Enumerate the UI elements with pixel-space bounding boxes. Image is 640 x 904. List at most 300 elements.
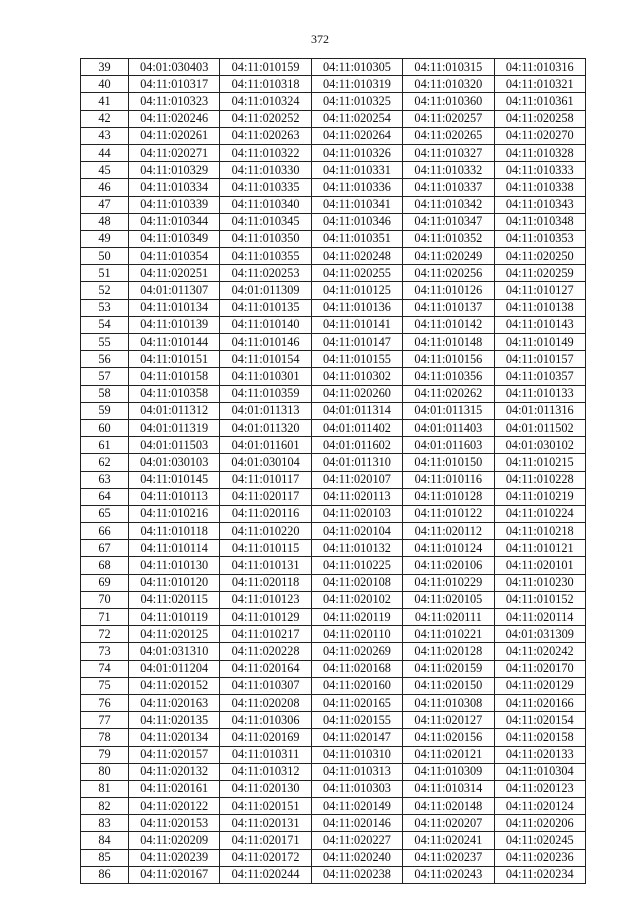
table-row	[81, 299, 586, 316]
cadastral-code-cell: 04:11:010228	[494, 471, 585, 488]
cadastral-code-cell: 04:11:020166	[494, 694, 585, 711]
table-row	[81, 849, 586, 866]
cadastral-code-cell: 04:01:011312	[129, 402, 220, 419]
table-row	[81, 282, 586, 299]
cadastral-code-cell: 04:11:010154	[220, 351, 311, 368]
row-number-cell: 69	[81, 574, 129, 591]
cadastral-code-cell: 04:11:020234	[494, 866, 585, 883]
row-number-cell: 73	[81, 643, 129, 660]
row-number-cell: 68	[81, 557, 129, 574]
cadastral-code-cell: 04:11:010218	[494, 523, 585, 540]
row-number-cell: 83	[81, 815, 129, 832]
cadastral-code-cell: 04:11:010358	[129, 385, 220, 402]
row-number-cell: 57	[81, 368, 129, 385]
cadastral-code-cell: 04:11:020209	[129, 832, 220, 849]
cadastral-code-cell: 04:11:010316	[494, 59, 585, 76]
cadastral-code-cell: 04:11:020254	[311, 110, 402, 127]
cadastral-code-cell: 04:11:020208	[220, 694, 311, 711]
cadastral-code-cell: 04:11:020269	[311, 643, 402, 660]
cadastral-code-cell: 04:11:010225	[311, 557, 402, 574]
cadastral-code-cell: 04:11:020131	[220, 815, 311, 832]
table-row	[81, 746, 586, 763]
cadastral-code-cell: 04:11:010340	[220, 196, 311, 213]
cadastral-code-cell: 04:11:010136	[311, 299, 402, 316]
cadastral-code-cell: 04:01:011402	[311, 419, 402, 436]
cadastral-code-cell: 04:11:020237	[403, 849, 494, 866]
row-number-cell: 59	[81, 402, 129, 419]
cadastral-code-cell: 04:11:010349	[129, 230, 220, 247]
table-row	[81, 368, 586, 385]
cadastral-code-cell: 04:01:011319	[129, 419, 220, 436]
table-row	[81, 505, 586, 522]
cadastral-code-cell: 04:11:010302	[311, 368, 402, 385]
cadastral-code-cell: 04:11:020147	[311, 729, 402, 746]
row-number-cell: 63	[81, 471, 129, 488]
cadastral-code-cell: 04:11:020118	[220, 574, 311, 591]
cadastral-code-cell: 04:11:020252	[220, 110, 311, 127]
cadastral-code-cell: 04:01:030104	[220, 454, 311, 471]
cadastral-code-cell: 04:11:010325	[311, 93, 402, 110]
cadastral-code-cell: 04:11:020154	[494, 712, 585, 729]
table-row	[81, 626, 586, 643]
cadastral-code-cell: 04:11:020251	[129, 265, 220, 282]
cadastral-codes-table	[80, 58, 586, 884]
cadastral-code-cell: 04:11:010333	[494, 162, 585, 179]
cadastral-code-cell: 04:11:020134	[129, 729, 220, 746]
cadastral-code-cell: 04:11:010150	[403, 454, 494, 471]
cadastral-code-cell: 04:11:010343	[494, 196, 585, 213]
cadastral-code-cell: 04:11:020103	[311, 505, 402, 522]
cadastral-code-cell: 04:11:020153	[129, 815, 220, 832]
table-row	[81, 609, 586, 626]
cadastral-code-cell: 04:11:010217	[220, 626, 311, 643]
table-row	[81, 574, 586, 591]
row-number-cell: 58	[81, 385, 129, 402]
table-row	[81, 643, 586, 660]
table-row	[81, 419, 586, 436]
row-number-cell: 66	[81, 523, 129, 540]
table-row	[81, 334, 586, 351]
cadastral-code-cell: 04:11:010220	[220, 523, 311, 540]
table-row	[81, 523, 586, 540]
table-row	[81, 437, 586, 454]
cadastral-code-cell: 04:11:010128	[403, 488, 494, 505]
cadastral-code-cell: 04:11:010361	[494, 93, 585, 110]
cadastral-code-cell: 04:11:020114	[494, 609, 585, 626]
row-number-cell: 77	[81, 712, 129, 729]
row-number-cell: 47	[81, 196, 129, 213]
row-number-cell: 56	[81, 351, 129, 368]
cadastral-code-cell: 04:11:020260	[311, 385, 402, 402]
cadastral-code-cell: 04:11:010158	[129, 368, 220, 385]
row-number-cell: 52	[81, 282, 129, 299]
cadastral-code-cell: 04:11:010146	[220, 334, 311, 351]
cadastral-code-cell: 04:11:020110	[311, 626, 402, 643]
cadastral-code-cell: 04:11:020155	[311, 712, 402, 729]
cadastral-code-cell: 04:11:010230	[494, 574, 585, 591]
cadastral-code-cell: 04:11:020125	[129, 626, 220, 643]
cadastral-code-cell: 04:11:010132	[311, 540, 402, 557]
cadastral-code-cell: 04:11:020104	[311, 523, 402, 540]
cadastral-code-cell: 04:11:010360	[403, 93, 494, 110]
cadastral-code-cell: 04:11:010131	[220, 557, 311, 574]
row-number-cell: 71	[81, 609, 129, 626]
cadastral-code-cell: 04:01:030103	[129, 454, 220, 471]
cadastral-code-cell: 04:11:010156	[403, 351, 494, 368]
cadastral-code-cell: 04:11:010339	[129, 196, 220, 213]
cadastral-code-cell: 04:11:020171	[220, 832, 311, 849]
row-number-cell: 50	[81, 248, 129, 265]
cadastral-code-cell: 04:11:010356	[403, 368, 494, 385]
cadastral-code-cell: 04:11:010126	[403, 282, 494, 299]
cadastral-code-cell: 04:11:020111	[403, 609, 494, 626]
cadastral-code-cell: 04:11:020102	[311, 591, 402, 608]
cadastral-code-cell: 04:11:010341	[311, 196, 402, 213]
cadastral-code-cell: 04:11:020105	[403, 591, 494, 608]
cadastral-code-cell: 04:11:020128	[403, 643, 494, 660]
cadastral-code-cell: 04:01:011313	[220, 402, 311, 419]
cadastral-code-cell: 04:11:020108	[311, 574, 402, 591]
cadastral-code-cell: 04:11:020207	[403, 815, 494, 832]
row-number-cell: 46	[81, 179, 129, 196]
cadastral-code-cell: 04:01:011309	[220, 282, 311, 299]
row-number-cell: 85	[81, 849, 129, 866]
cadastral-code-cell: 04:11:020119	[311, 609, 402, 626]
cadastral-code-cell: 04:11:010137	[403, 299, 494, 316]
row-number-cell: 80	[81, 763, 129, 780]
cadastral-code-cell: 04:01:011320	[220, 419, 311, 436]
row-number-cell: 64	[81, 488, 129, 505]
cadastral-code-cell: 04:11:020227	[311, 832, 402, 849]
cadastral-code-cell: 04:11:020248	[311, 248, 402, 265]
cadastral-code-cell: 04:11:010342	[403, 196, 494, 213]
cadastral-code-cell: 04:01:011310	[311, 454, 402, 471]
cadastral-code-cell: 04:11:010328	[494, 144, 585, 161]
row-number-cell: 41	[81, 93, 129, 110]
cadastral-code-cell: 04:11:020106	[403, 557, 494, 574]
cadastral-code-cell: 04:11:010118	[129, 523, 220, 540]
cadastral-code-cell: 04:11:020132	[129, 763, 220, 780]
row-number-cell: 81	[81, 780, 129, 797]
cadastral-code-cell: 04:11:010327	[403, 144, 494, 161]
cadastral-code-cell: 04:11:020146	[311, 815, 402, 832]
cadastral-code-cell: 04:11:010359	[220, 385, 311, 402]
cadastral-code-cell: 04:11:010322	[220, 144, 311, 161]
row-number-cell: 55	[81, 334, 129, 351]
row-number-cell: 72	[81, 626, 129, 643]
cadastral-code-cell: 04:11:010130	[129, 557, 220, 574]
row-number-cell: 62	[81, 454, 129, 471]
row-number-cell: 78	[81, 729, 129, 746]
row-number-cell: 43	[81, 127, 129, 144]
table-row	[81, 729, 586, 746]
cadastral-code-cell: 04:11:020164	[220, 660, 311, 677]
cadastral-code-cell: 04:11:020129	[494, 677, 585, 694]
cadastral-code-cell: 04:11:010133	[494, 385, 585, 402]
cadastral-code-cell: 04:11:010124	[403, 540, 494, 557]
row-number-cell: 42	[81, 110, 129, 127]
cadastral-code-cell: 04:01:011204	[129, 660, 220, 677]
cadastral-code-cell: 04:11:010229	[403, 574, 494, 591]
cadastral-code-cell: 04:11:010117	[220, 471, 311, 488]
cadastral-code-cell: 04:11:010129	[220, 609, 311, 626]
cadastral-code-cell: 04:01:011601	[220, 437, 311, 454]
cadastral-code-cell: 04:11:020150	[403, 677, 494, 694]
cadastral-code-cell: 04:11:020263	[220, 127, 311, 144]
cadastral-code-cell: 04:11:010115	[220, 540, 311, 557]
row-number-cell: 86	[81, 866, 129, 883]
table-row	[81, 179, 586, 196]
cadastral-code-cell: 04:01:011503	[129, 437, 220, 454]
cadastral-code-cell: 04:11:010347	[403, 213, 494, 230]
cadastral-code-cell: 04:11:010313	[311, 763, 402, 780]
table-row	[81, 59, 586, 76]
cadastral-code-cell: 04:11:020264	[311, 127, 402, 144]
cadastral-code-cell: 04:11:010155	[311, 351, 402, 368]
cadastral-code-cell: 04:11:010141	[311, 316, 402, 333]
cadastral-code-cell: 04:11:020169	[220, 729, 311, 746]
cadastral-code-cell: 04:11:020151	[220, 798, 311, 815]
table-row	[81, 144, 586, 161]
table-row	[81, 557, 586, 574]
cadastral-code-cell: 04:11:010352	[403, 230, 494, 247]
row-number-cell: 65	[81, 505, 129, 522]
cadastral-code-cell: 04:11:020156	[403, 729, 494, 746]
cadastral-code-cell: 04:11:010224	[494, 505, 585, 522]
cadastral-code-cell: 04:11:020121	[403, 746, 494, 763]
cadastral-code-cell: 04:11:010116	[403, 471, 494, 488]
cadastral-code-cell: 04:11:010305	[311, 59, 402, 76]
cadastral-code-cell: 04:11:020271	[129, 144, 220, 161]
table-row	[81, 488, 586, 505]
cadastral-code-cell: 04:01:031310	[129, 643, 220, 660]
cadastral-code-cell: 04:11:020115	[129, 591, 220, 608]
table-row	[81, 351, 586, 368]
cadastral-code-cell: 04:11:010332	[403, 162, 494, 179]
cadastral-code-cell: 04:11:010317	[129, 76, 220, 93]
cadastral-code-cell: 04:01:011502	[494, 419, 585, 436]
cadastral-code-cell: 04:11:020206	[494, 815, 585, 832]
cadastral-code-cell: 04:11:020158	[494, 729, 585, 746]
row-number-cell: 51	[81, 265, 129, 282]
row-number-cell: 76	[81, 694, 129, 711]
cadastral-code-cell: 04:11:020244	[220, 866, 311, 883]
cadastral-code-cell: 04:11:010159	[220, 59, 311, 76]
cadastral-code-cell: 04:01:011603	[403, 437, 494, 454]
cadastral-code-cell: 04:11:010306	[220, 712, 311, 729]
cadastral-code-cell: 04:11:010303	[311, 780, 402, 797]
table-row	[81, 832, 586, 849]
table-row	[81, 815, 586, 832]
cadastral-code-cell: 04:11:010119	[129, 609, 220, 626]
cadastral-code-cell: 04:11:010312	[220, 763, 311, 780]
table-row	[81, 402, 586, 419]
cadastral-code-cell: 04:11:020122	[129, 798, 220, 815]
table-row	[81, 162, 586, 179]
cadastral-code-cell: 04:11:020127	[403, 712, 494, 729]
table-body	[81, 59, 586, 884]
cadastral-code-cell: 04:11:010345	[220, 213, 311, 230]
cadastral-code-cell: 04:11:010310	[311, 746, 402, 763]
cadastral-code-cell: 04:11:010323	[129, 93, 220, 110]
cadastral-code-cell: 04:11:020101	[494, 557, 585, 574]
cadastral-code-cell: 04:11:010152	[494, 591, 585, 608]
cadastral-code-cell: 04:01:011314	[311, 402, 402, 419]
cadastral-code-cell: 04:11:020246	[129, 110, 220, 127]
cadastral-code-cell: 04:11:010338	[494, 179, 585, 196]
cadastral-code-cell: 04:11:020157	[129, 746, 220, 763]
cadastral-code-cell: 04:11:010353	[494, 230, 585, 247]
cadastral-code-cell: 04:11:020167	[129, 866, 220, 883]
row-number-cell: 75	[81, 677, 129, 694]
cadastral-code-cell: 04:11:020250	[494, 248, 585, 265]
cadastral-code-cell: 04:11:010331	[311, 162, 402, 179]
cadastral-code-cell: 04:11:010304	[494, 763, 585, 780]
cadastral-code-cell: 04:11:020270	[494, 127, 585, 144]
cadastral-code-cell: 04:11:010216	[129, 505, 220, 522]
cadastral-code-cell: 04:11:010350	[220, 230, 311, 247]
cadastral-code-cell: 04:11:020170	[494, 660, 585, 677]
table-row	[81, 248, 586, 265]
table-row	[81, 454, 586, 471]
cadastral-code-cell: 04:11:010122	[403, 505, 494, 522]
cadastral-code-cell: 04:11:020133	[494, 746, 585, 763]
cadastral-code-cell: 04:11:020236	[494, 849, 585, 866]
cadastral-code-cell: 04:11:020253	[220, 265, 311, 282]
cadastral-code-cell: 04:01:011315	[403, 402, 494, 419]
cadastral-code-cell: 04:11:010355	[220, 248, 311, 265]
cadastral-code-cell: 04:11:020259	[494, 265, 585, 282]
cadastral-code-cell: 04:11:010143	[494, 316, 585, 333]
cadastral-code-cell: 04:11:010140	[220, 316, 311, 333]
cadastral-code-cell: 04:11:020261	[129, 127, 220, 144]
cadastral-code-cell: 04:11:010311	[220, 746, 311, 763]
cadastral-code-cell: 04:11:010149	[494, 334, 585, 351]
cadastral-code-cell: 04:11:020130	[220, 780, 311, 797]
row-number-cell: 39	[81, 59, 129, 76]
row-number-cell: 61	[81, 437, 129, 454]
cadastral-code-cell: 04:11:020265	[403, 127, 494, 144]
table-row	[81, 110, 586, 127]
cadastral-code-cell: 04:11:010348	[494, 213, 585, 230]
row-number-cell: 54	[81, 316, 129, 333]
cadastral-code-cell: 04:11:020135	[129, 712, 220, 729]
cadastral-code-cell: 04:11:010318	[220, 76, 311, 93]
cadastral-code-cell: 04:11:010113	[129, 488, 220, 505]
row-number-cell: 74	[81, 660, 129, 677]
table-row	[81, 76, 586, 93]
cadastral-code-cell: 04:11:010301	[220, 368, 311, 385]
cadastral-code-cell: 04:11:010324	[220, 93, 311, 110]
cadastral-code-cell: 04:11:010148	[403, 334, 494, 351]
row-number-cell: 49	[81, 230, 129, 247]
cadastral-code-cell: 04:11:010142	[403, 316, 494, 333]
table-row	[81, 712, 586, 729]
cadastral-code-cell: 04:11:020239	[129, 849, 220, 866]
cadastral-code-cell: 04:11:020112	[403, 523, 494, 540]
cadastral-code-cell: 04:11:010319	[311, 76, 402, 93]
cadastral-code-cell: 04:11:010314	[403, 780, 494, 797]
row-number-cell: 44	[81, 144, 129, 161]
cadastral-code-cell: 04:11:010344	[129, 213, 220, 230]
table-row	[81, 127, 586, 144]
row-number-cell: 79	[81, 746, 129, 763]
row-number-cell: 82	[81, 798, 129, 815]
table-row	[81, 385, 586, 402]
cadastral-code-cell: 04:11:010221	[403, 626, 494, 643]
table-row	[81, 230, 586, 247]
table-row	[81, 591, 586, 608]
cadastral-code-cell: 04:11:010157	[494, 351, 585, 368]
cadastral-code-cell: 04:11:010330	[220, 162, 311, 179]
cadastral-code-cell: 04:11:010315	[403, 59, 494, 76]
cadastral-code-cell: 04:11:020256	[403, 265, 494, 282]
cadastral-code-cell: 04:11:010326	[311, 144, 402, 161]
cadastral-code-cell: 04:11:020242	[494, 643, 585, 660]
cadastral-code-cell: 04:11:010139	[129, 316, 220, 333]
cadastral-code-cell: 04:11:010354	[129, 248, 220, 265]
table-row	[81, 866, 586, 883]
row-number-cell: 84	[81, 832, 129, 849]
row-number-cell: 67	[81, 540, 129, 557]
cadastral-code-cell: 04:11:010134	[129, 299, 220, 316]
cadastral-code-cell: 04:11:010144	[129, 334, 220, 351]
cadastral-code-cell: 04:11:010321	[494, 76, 585, 93]
cadastral-code-cell: 04:11:010114	[129, 540, 220, 557]
cadastral-code-cell: 04:11:010357	[494, 368, 585, 385]
page-number: 372	[311, 32, 329, 46]
cadastral-code-cell: 04:11:020168	[311, 660, 402, 677]
table-row	[81, 196, 586, 213]
cadastral-code-cell: 04:11:020117	[220, 488, 311, 505]
table-row	[81, 780, 586, 797]
row-number-cell: 53	[81, 299, 129, 316]
cadastral-code-cell: 04:11:020172	[220, 849, 311, 866]
table-row	[81, 93, 586, 110]
cadastral-code-cell: 04:11:020149	[311, 798, 402, 815]
table-row	[81, 694, 586, 711]
table-row	[81, 316, 586, 333]
cadastral-code-cell: 04:11:020257	[403, 110, 494, 127]
row-number-cell: 60	[81, 419, 129, 436]
cadastral-code-cell: 04:11:010125	[311, 282, 402, 299]
cadastral-code-cell: 04:11:020148	[403, 798, 494, 815]
cadastral-code-cell: 04:11:010351	[311, 230, 402, 247]
row-number-cell: 40	[81, 76, 129, 93]
table-row	[81, 471, 586, 488]
table-row	[81, 213, 586, 230]
cadastral-code-cell: 04:11:010320	[403, 76, 494, 93]
cadastral-code-cell: 04:01:011602	[311, 437, 402, 454]
cadastral-code-cell: 04:01:030403	[129, 59, 220, 76]
cadastral-code-cell: 04:11:020152	[129, 677, 220, 694]
cadastral-code-cell: 04:11:010147	[311, 334, 402, 351]
cadastral-code-cell: 04:11:020161	[129, 780, 220, 797]
cadastral-code-cell: 04:11:010145	[129, 471, 220, 488]
row-number-cell: 48	[81, 213, 129, 230]
row-number-cell: 70	[81, 591, 129, 608]
cadastral-code-cell: 04:11:010151	[129, 351, 220, 368]
cadastral-code-cell: 04:11:020243	[403, 866, 494, 883]
table-row	[81, 265, 586, 282]
table-row	[81, 540, 586, 557]
cadastral-code-cell: 04:11:020262	[403, 385, 494, 402]
cadastral-code-cell: 04:11:020258	[494, 110, 585, 127]
cadastral-code-cell: 04:11:020159	[403, 660, 494, 677]
table-row	[81, 677, 586, 694]
cadastral-code-cell: 04:01:030102	[494, 437, 585, 454]
cadastral-code-cell: 04:11:010307	[220, 677, 311, 694]
